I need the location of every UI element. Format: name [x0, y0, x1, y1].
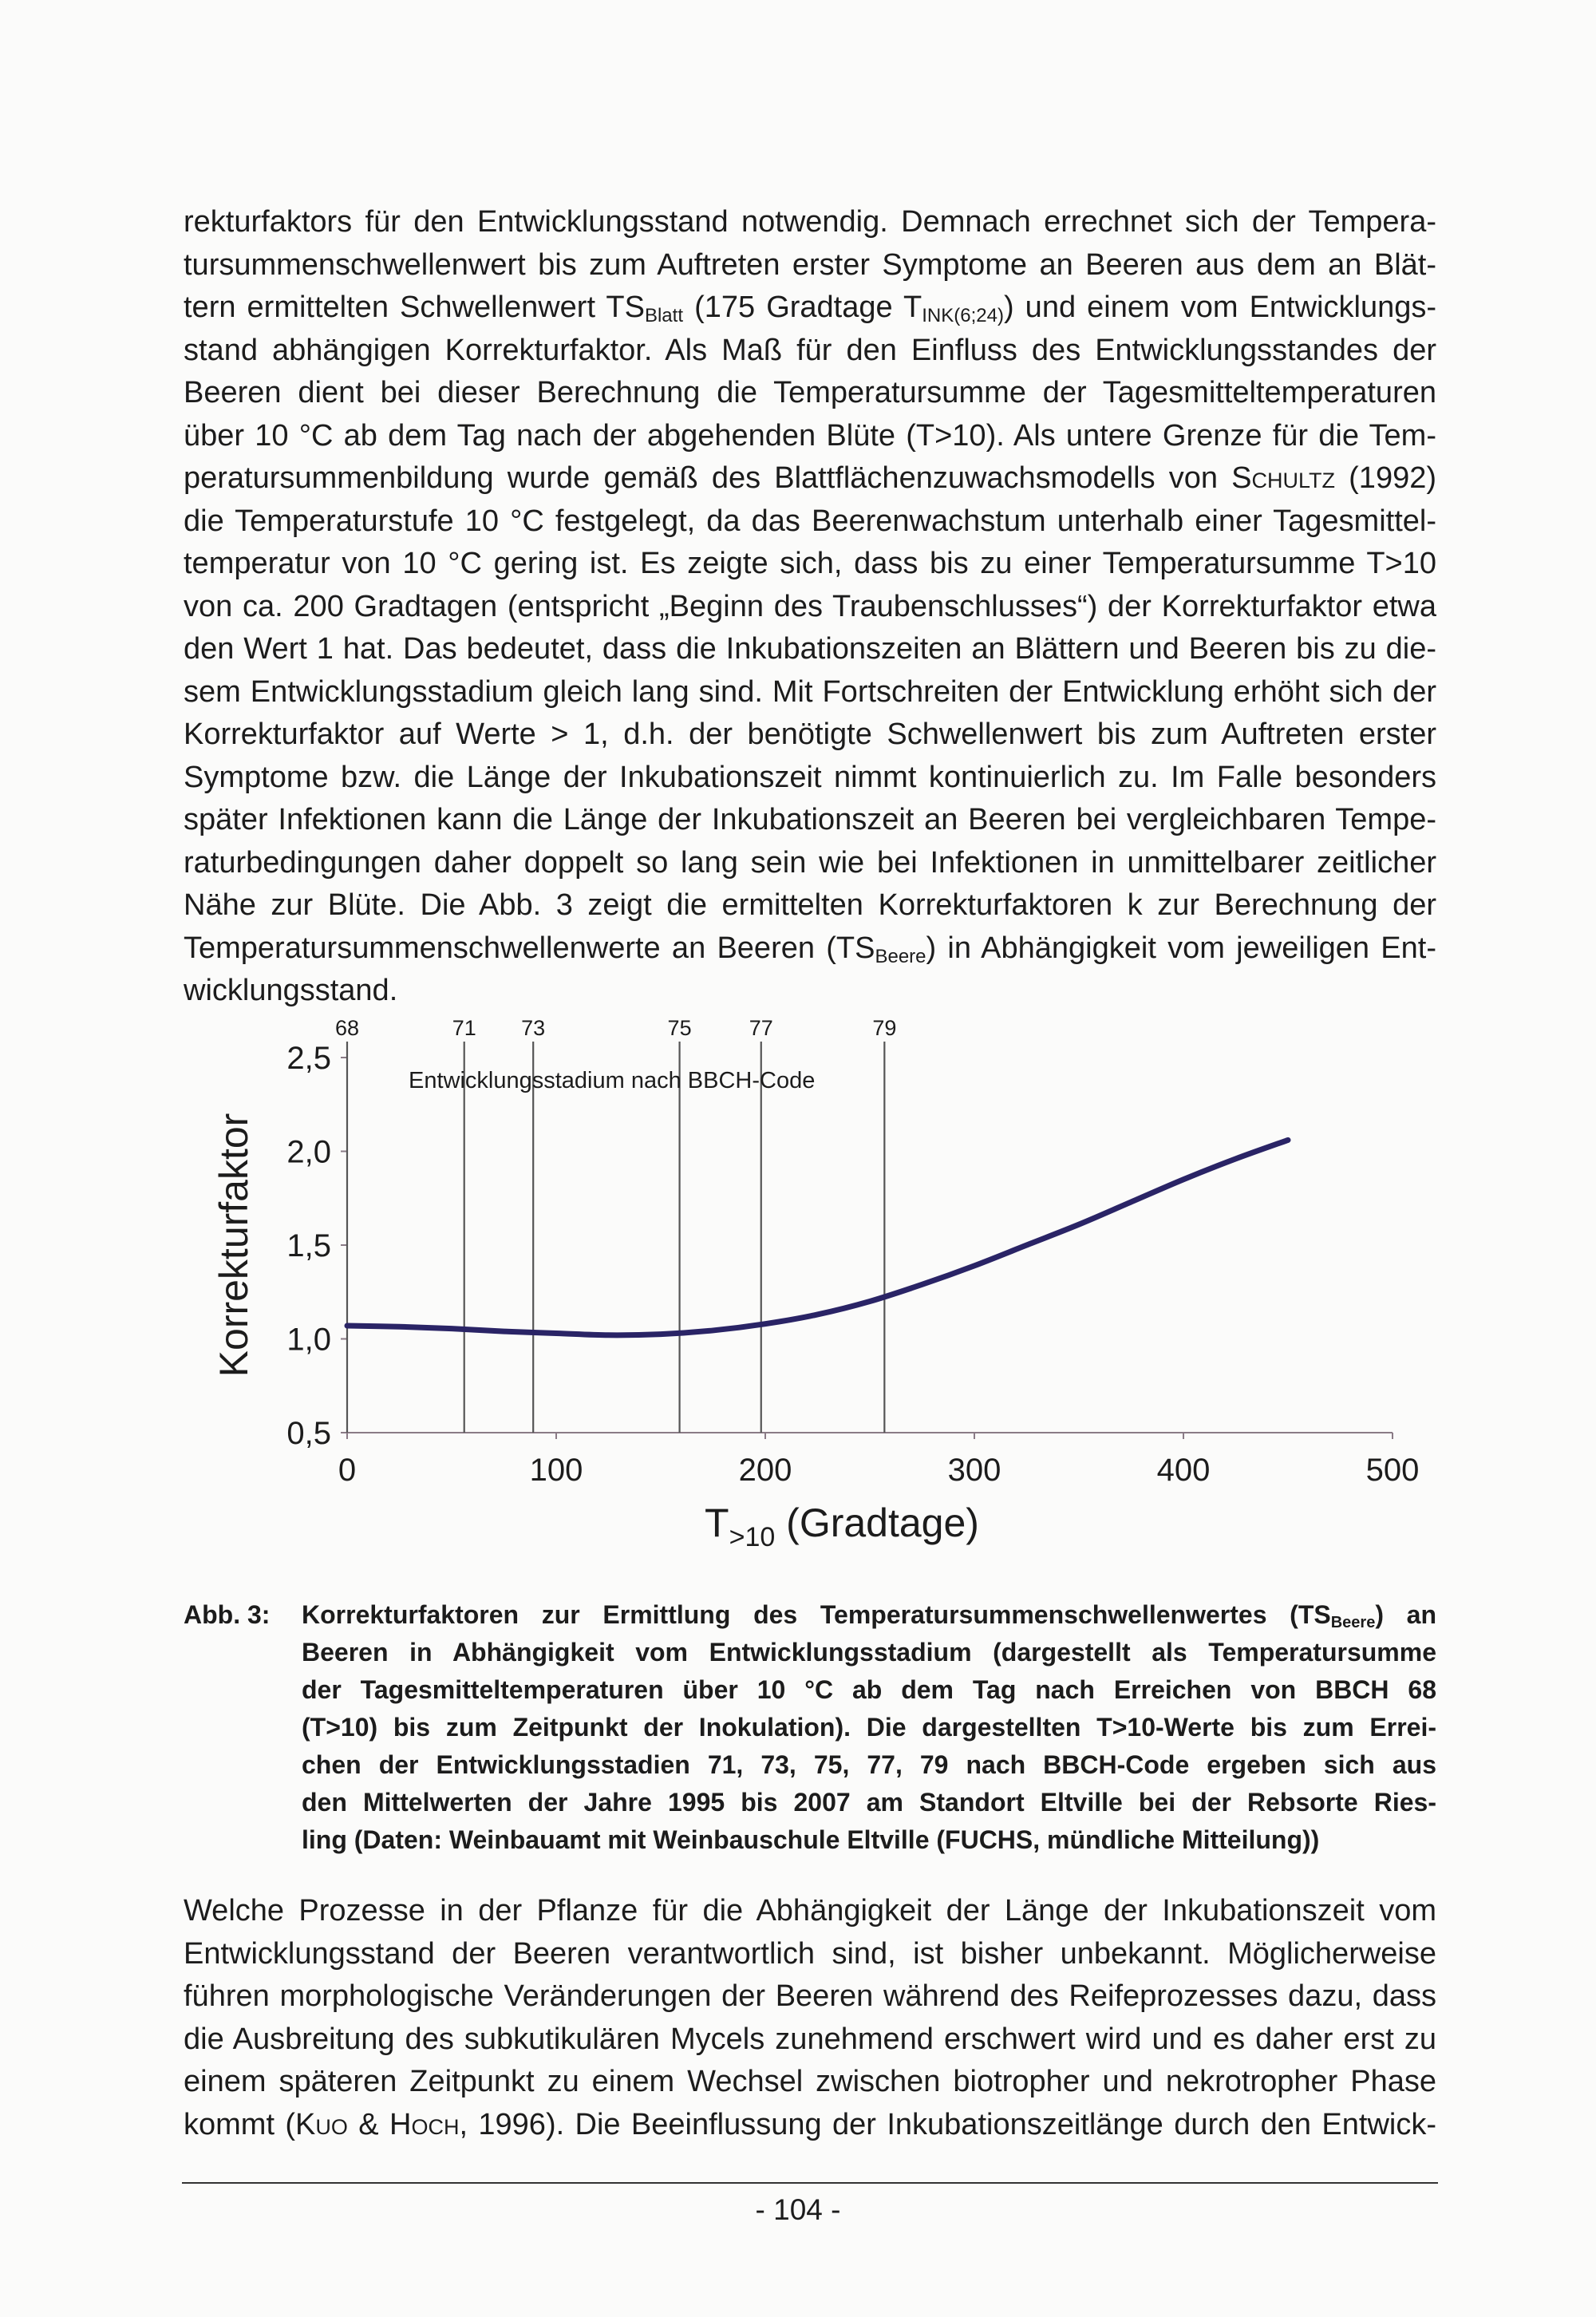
text-line: stand abhängigen Korrekturfaktor. Als Maß für den Einfluss des Entwicklungsstandes der	[184, 333, 1436, 367]
text-line: Temperatursummenschwellenwerte an Beeren $(TS_{Beere})$ in Abhängigkeit vom jeweiligen Ent-	[184, 931, 1436, 967]
text-line: kommt (Kuo & Hoch, 1996). Die Beeinflussung der Inkubationszeitlänge durch den Entwick-	[184, 2107, 1436, 2141]
x-tick-label: 0	[338, 1453, 357, 1488]
stage-label-79: 79	[872, 1016, 897, 1040]
text-line: sem Entwicklungsstadium gleich lang sind. Mit Fortschreiten der Entwicklung erhöht sich der	[184, 674, 1436, 709]
y-axis-title: Korrekturfaktor	[211, 1113, 256, 1378]
body-paragraph-2	[184, 1890, 1436, 2146]
series-line	[347, 1140, 1288, 1334]
x-tick-label: 100	[529, 1453, 583, 1488]
stage-label-71: 71	[452, 1016, 476, 1040]
page-number: - 104 -	[755, 2193, 841, 2226]
text-line: Korrekturfaktor auf Werte > 1, d.h. der benötigte Schwellenwert bis zum Auftreten erster	[184, 718, 1436, 751]
text-line: Nähe zur Blüte. Die Abb. 3 zeigt die ermittelten Korrekturfaktoren k zur Berechnung der	[184, 888, 1436, 922]
figure-3	[0, 1006, 1596, 1580]
author-name: Kuo	[295, 2107, 348, 2141]
caption-line: ling (Daten: Weinbauamt mit Weinbauschule Eltville (FUCHS, mündliche Mitteilung))	[302, 1825, 1320, 1854]
text-line: rekturfaktors für den Entwicklungsstand notwendig. Demnach errechnet sich der Tempera-	[184, 205, 1436, 239]
caption-line: chen der Entwicklungsstadien 71, 73, 75, 77, 79 nach BBCH-Code ergeben sich aus	[302, 1750, 1436, 1779]
text-line: die Ausbreitung des subkutikulären Mycels zunehmend erschwert wird und es daher erst zu	[184, 2022, 1436, 2056]
text-line: temperatur von 10 °C gering ist. Es zeigte sich, dass bis zu einer Temperatursumme T>10	[184, 547, 1436, 580]
caption-label: Abb. 3:	[184, 1600, 271, 1629]
stage-label-68: 68	[334, 1016, 360, 1040]
y-tick-label: 2,0	[286, 1134, 331, 1170]
caption-line: den Mittelwerten der Jahre 1995 bis 2007 am Standort Eltville bei der Rebsorte Ries-	[302, 1788, 1436, 1817]
author-name: Hoch	[389, 2107, 460, 2141]
stage-label-77: 77	[749, 1016, 773, 1040]
text-line: tern ermittelten Schwellenwert $TS_{Blatt}$ (175 Gradtage $T_{INK(6;24)}$) und einem vom Entwicklungs-	[184, 291, 1437, 326]
text-line: später Infektionen kann die Länge der Inkubationszeit an Beeren bei vergleichbaren Tempe-	[184, 803, 1436, 836]
body-paragraph-1	[184, 201, 1436, 1013]
text-line: über 10 °C ab dem Tag nach der abgehenden Blüte (T>10). Als untere Grenze für die Tem-	[184, 418, 1436, 453]
caption-line: Korrekturfaktoren zur Ermittlung des Temperatursummenschwellenwertes $(TS_{Beere})$ an	[302, 1600, 1437, 1631]
text-line: einem späteren Zeitpunkt zu einem Wechsel zwischen biotropher und nekrotropher Phase	[184, 2065, 1436, 2098]
y-tick-label: 0,5	[286, 1416, 331, 1451]
stage-label-75: 75	[667, 1016, 692, 1040]
text-line: führen morphologische Veränderungen der Beeren während des Reifeprozesses dazu, dass	[184, 1979, 1436, 2013]
text-line: Welche Prozesse in der Pflanze für die Abhängigkeit der Länge der Inkubationszeit vom	[184, 1894, 1436, 1928]
x-tick-label: 400	[1156, 1453, 1211, 1488]
korrekturfaktor-chart	[0, 1006, 1596, 1580]
x-axis-title: $T_{>10}$ (Gradtage)	[705, 1501, 979, 1552]
footer-rule	[182, 2182, 1438, 2184]
stage-label-73: 73	[521, 1016, 546, 1040]
x-tick-label: 500	[1365, 1453, 1420, 1488]
caption-line: der Tagesmitteltemperaturen über 10 °C ab dem Tag nach Erreichen von BBCH 68	[302, 1675, 1436, 1704]
caption-text	[302, 1596, 1436, 1859]
x-tick-label: 200	[738, 1453, 792, 1488]
text-line: tursummenschwellenwert bis zum Auftreten erster Symptome an Beeren aus dem an Blät-	[184, 247, 1436, 282]
text-line: wicklungsstand.	[184, 974, 398, 1007]
text-line: den Wert 1 hat. Das bedeutet, dass die Inkubationszeiten an Blättern und Beeren bis zu die-	[184, 632, 1436, 666]
author-name: Schultz	[1231, 461, 1336, 495]
x-tick-label: 300	[947, 1453, 1001, 1488]
text-line: Beeren dient bei dieser Berechnung die Temperatursumme der Tagesmitteltemperaturen	[184, 376, 1436, 409]
caption-line: Beeren in Abhängigkeit vom Entwicklungsstadium (dargestellt als Temperatursumme	[302, 1638, 1436, 1667]
text-line: die Temperaturstufe 10 °C festgelegt, da das Beerenwachstum unterhalb einer Tagesmittel-	[184, 504, 1436, 538]
text-line: peratursummenbildung wurde gemäß des Blattflächenzuwachsmodells von Schultz (1992)	[184, 461, 1436, 495]
text-line: Entwicklungsstand der Beeren verantwortlich sind, ist bisher unbekannt. Möglicherweise	[184, 1936, 1436, 1971]
caption-line: (T>10) bis zum Zeitpunkt der Inokulation). Die dargestellten T>10-Werte bis zum Errei-	[302, 1713, 1436, 1742]
y-tick-label: 1,0	[286, 1322, 331, 1358]
text-line: von ca. 200 Gradtagen (entspricht „Beginn des Traubenschlusses“) der Korrekturfaktor etwa	[184, 589, 1436, 623]
text-line: Symptome bzw. die Länge der Inkubationszeit nimmt kontinuierlich zu. Im Falle besonders	[184, 760, 1436, 794]
y-tick-label: 2,5	[286, 1041, 331, 1076]
stage-annotation: Entwicklungsstadium nach BBCH-Code	[409, 1068, 816, 1093]
text-line: raturbedingungen daher doppelt so lang sein wie bei Infektionen in unmittelbarer zeitlicher	[184, 845, 1436, 880]
y-tick-label: 1,5	[286, 1228, 331, 1263]
